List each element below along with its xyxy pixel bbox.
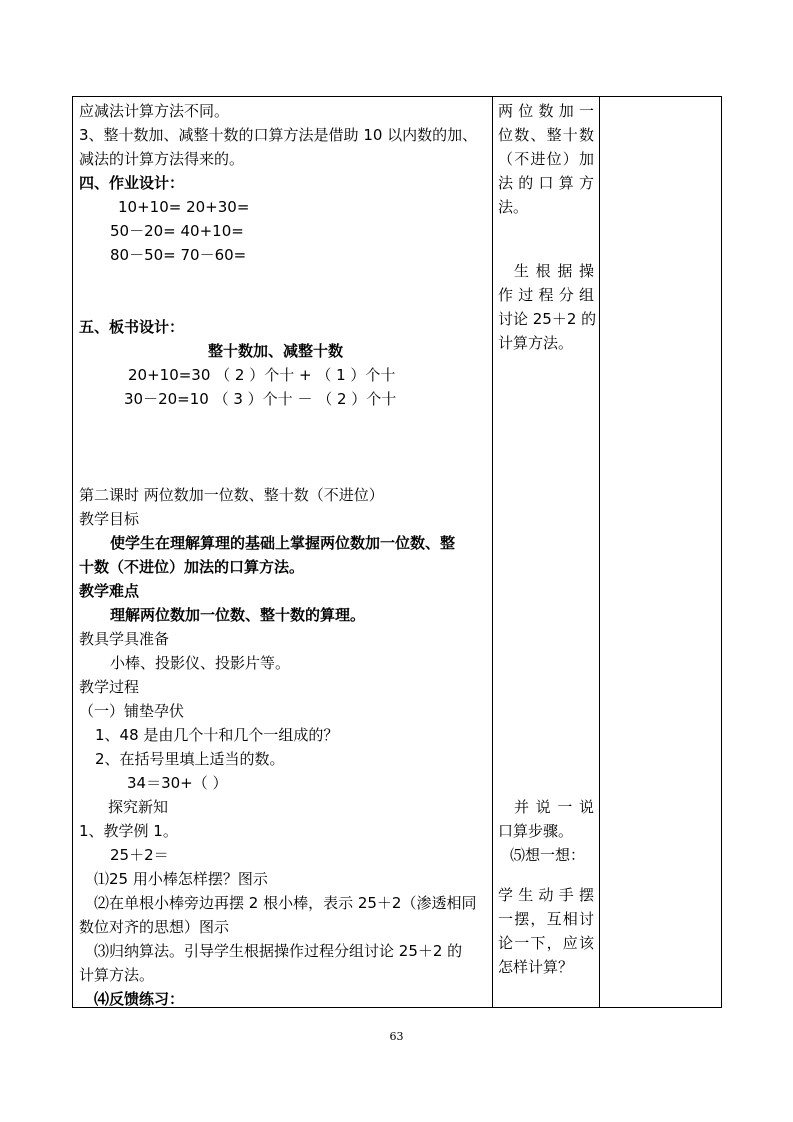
page-number: 63: [389, 1030, 404, 1043]
board-line: 20+10=30 （ 2 ）个十 + （ 1 ）个十: [128, 366, 396, 384]
side-line: 论一下，应该: [498, 934, 594, 952]
side-line: （不进位）加: [498, 150, 594, 168]
board-title: 整十数加、减整十数: [208, 342, 344, 360]
text-line: ⑴25 用小棒怎样摆？图示: [94, 870, 268, 888]
side-line: 计算方法。: [498, 334, 574, 352]
text-line: 小棒、投影仪、投影片等。: [110, 654, 291, 672]
text-line: 25＋2＝: [110, 846, 169, 864]
side-line: 法的口算方: [498, 174, 594, 192]
text-line: 计算方法。: [79, 966, 155, 984]
side-note-c: [498, 795, 594, 867]
text-line: 3、整十数加、减整十数的口算方法是借助 10 以内数的加、: [79, 126, 478, 144]
text-line: ⑷反馈练习：: [94, 990, 185, 1008]
text-line: 减法的计算方法得来的。: [79, 150, 245, 168]
side-note-b: [498, 259, 597, 355]
board-line: 30－20=10 （ 3 ）个十 － （ 2 ）个十: [124, 390, 397, 408]
text-line: 教学目标: [79, 510, 140, 528]
text-line: 34＝30+（ ）: [127, 774, 228, 792]
side-line: 两位数加一: [498, 102, 594, 120]
side-note-a: [498, 99, 594, 219]
column-divider-2: [599, 96, 600, 1008]
side-line: ⑸想一想：: [510, 846, 586, 864]
side-line: 一摆，互相讨: [498, 910, 594, 928]
text-line: 1、48 是由几个十和几个一组成的？: [95, 726, 339, 744]
side-line: 学生动手摆: [498, 886, 594, 904]
exercise-line: 80－50= 70－60=: [110, 246, 247, 264]
text-line: 十数（不进位）加法的口算方法。: [79, 558, 305, 576]
text-line: 探究新知: [108, 798, 169, 816]
text-line: （一）铺垫孕伏: [79, 702, 185, 720]
text-line: 应减法计算方法不同。: [79, 102, 230, 120]
column-divider-1: [492, 96, 493, 1008]
text-line: 1、教学例 1。: [79, 822, 178, 840]
side-note-d: [498, 883, 594, 979]
section-heading: 四、作业设计：: [79, 174, 185, 192]
text-line: 教具学具准备: [79, 630, 170, 648]
text-line: 数位对齐的思想）图示: [79, 918, 230, 936]
section-heading: 教学难点: [79, 582, 140, 600]
text-line: 理解两位数加一位数、整十数的算理。: [110, 606, 366, 624]
lesson-title: 第二课时 两位数加一位数、整十数（不进位）: [79, 486, 384, 504]
side-line: 怎样计算？: [498, 958, 574, 976]
text-line: ⑶归纳算法。引导学生根据操作过程分组讨论 25＋2 的: [94, 942, 463, 960]
side-line: 讨论 25＋2 的: [498, 310, 597, 328]
text-line: 使学生在理解算理的基础上掌握两位数加一位数、整: [110, 534, 456, 552]
side-line: 口算步骤。: [498, 822, 574, 840]
section-heading: 五、板书设计：: [79, 318, 185, 336]
text-line: ⑵在单根小棒旁边再摆 2 根小棒，表示 25＋2（渗透相同: [94, 894, 477, 912]
side-line: 作过程分组: [498, 286, 594, 304]
side-line: 并说一说: [514, 798, 594, 816]
text-line: 教学过程: [79, 678, 140, 696]
text-line: 2、在括号里填上适当的数。: [95, 750, 285, 768]
side-line: 位数、整十数: [498, 126, 594, 144]
side-line: 法。: [498, 198, 529, 216]
exercise-line: 10+10= 20+30=: [118, 198, 250, 216]
exercise-line: 50－20= 40+10=: [110, 222, 244, 240]
side-line: 生根据操: [514, 262, 594, 280]
